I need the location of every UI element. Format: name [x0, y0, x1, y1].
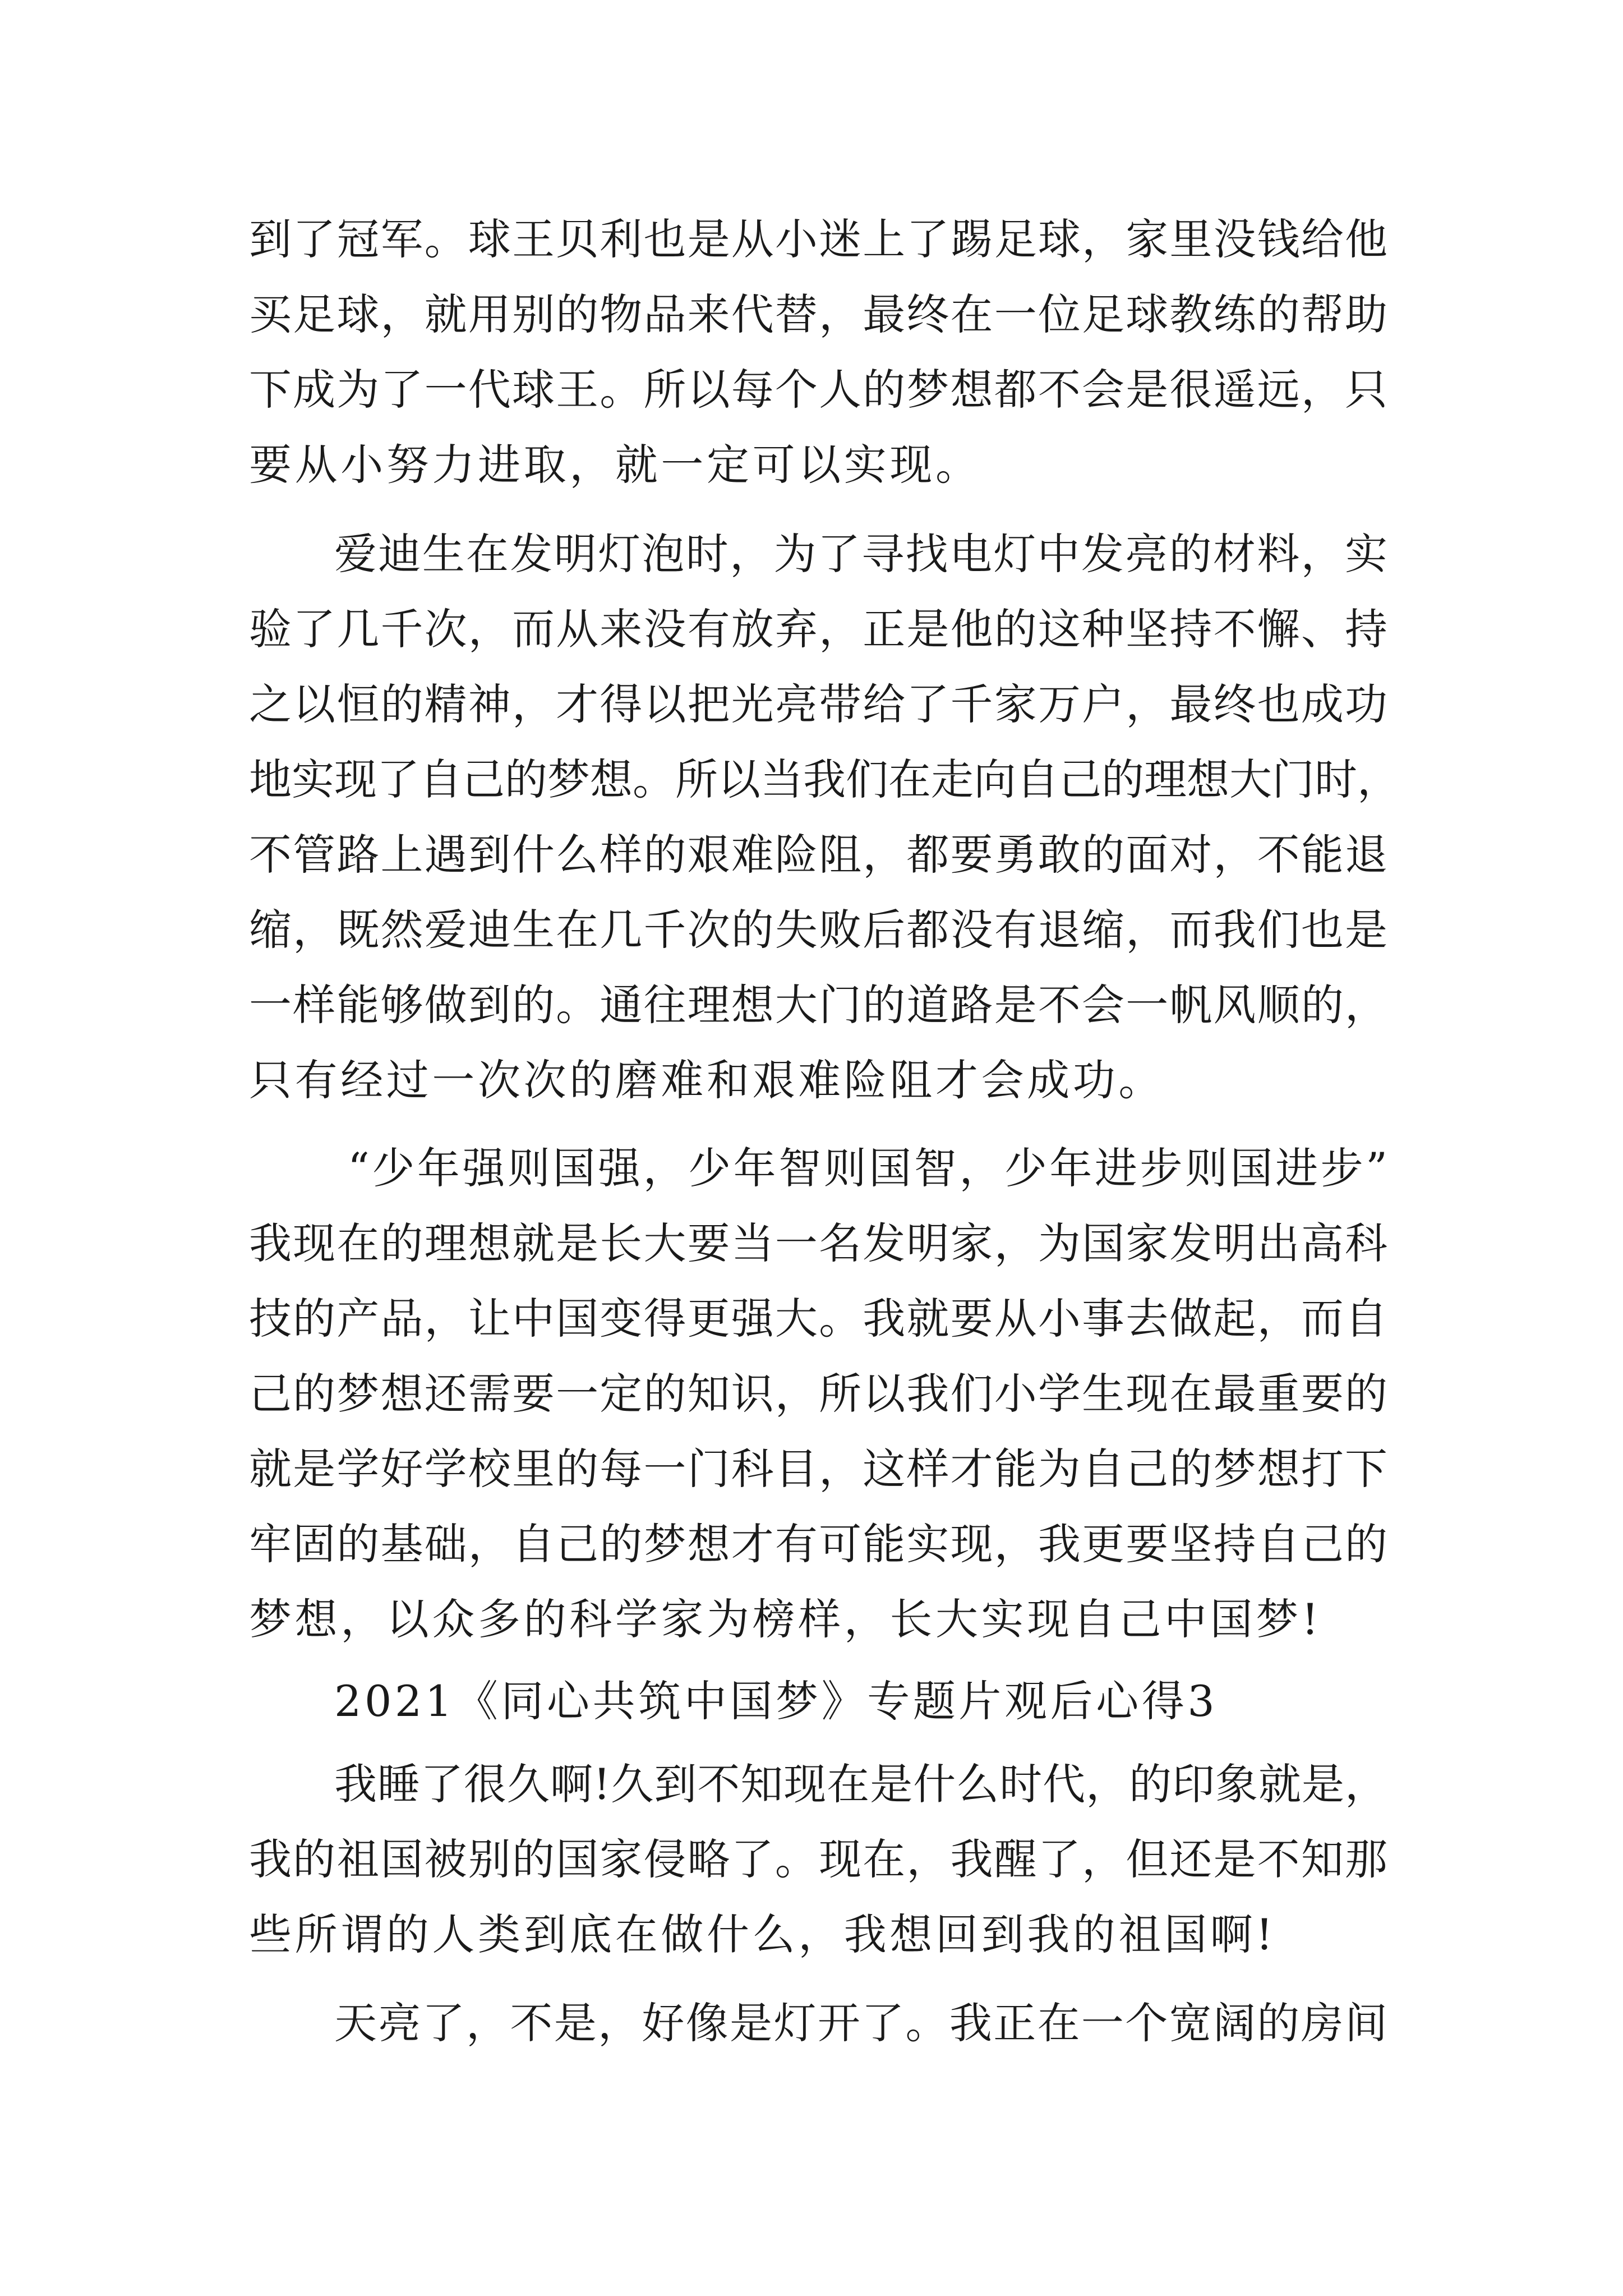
body-text-line: 要从小努力进取，就一定可以实现。 — [249, 440, 981, 490]
body-text-line: 验了几千次，而从来没有放弃，正是他的这种坚持不懈、持 — [249, 604, 1387, 654]
body-text-line: 牢固的基础，自己的梦想才有可能实现，我更要坚持自己的 — [249, 1519, 1387, 1569]
body-text-line: 梦想，以众多的科学家为榜样，长大实现自己中国梦! — [249, 1594, 1322, 1644]
body-text-line: 只有经过一次次的磨难和艰难险阻才会成功。 — [249, 1055, 1164, 1105]
body-text-line: 一样能够做到的。通往理想大门的道路是不会一帆风顺的， — [249, 980, 1387, 1030]
body-text-line: 下成为了一代球王。所以每个人的梦想都不会是很遥远，只 — [249, 365, 1387, 415]
body-text-line: 我的祖国被别的国家侵略了。现在，我醒了，但还是不知那 — [249, 1834, 1387, 1884]
body-text-line: 到了冠军。球王贝利也是从小迷上了踢足球，家里没钱给他 — [249, 214, 1387, 264]
body-text-line: 就是学好学校里的每一门科目，这样才能为自己的梦想打下 — [249, 1444, 1387, 1494]
quote-line: “少年强则国强，少年智则国智，少年进步则国进步” — [348, 1143, 1387, 1193]
body-text-line: 之以恒的精神，才得以把光亮带给了千家万户，最终也成功 — [249, 679, 1387, 729]
section-heading: 2021《同心共筑中国梦》专题片观后心得3 — [334, 1676, 1218, 1726]
body-text-line: 缩，既然爱迪生在几千次的失败后都没有退缩，而我们也是 — [249, 905, 1387, 955]
body-text-line: 技的产品，让中国变得更强大。我就要从小事去做起，而自 — [249, 1294, 1387, 1343]
body-text-line: 些所谓的人类到底在做什么，我想回到我的祖国啊! — [249, 1910, 1276, 1959]
paragraph-first-line: 天亮了，不是，好像是灯开了。我正在一个宽阔的房间 — [334, 1998, 1387, 2048]
body-text-line: 不管路上遇到什么样的艰难险阻，都要勇敢的面对，不能退 — [249, 830, 1387, 880]
body-text-line: 我现在的理想就是长大要当一名发明家，为国家发明出高科 — [249, 1218, 1387, 1268]
body-text-line: 买足球，就用别的物品来代替，最终在一位足球教练的帮助 — [249, 289, 1387, 339]
body-text-line: 己的梦想还需要一定的知识，所以我们小学生现在最重要的 — [249, 1369, 1387, 1419]
paragraph-first-line: 爱迪生在发明灯泡时，为了寻找电灯中发亮的材料，实 — [334, 529, 1387, 579]
body-text-line: 地实现了自己的梦想。所以当我们在走向自己的理想大门时， — [249, 754, 1400, 804]
paragraph-first-line: 我睡了很久啊!久到不知现在是什么时代，的印象就是， — [334, 1759, 1387, 1809]
